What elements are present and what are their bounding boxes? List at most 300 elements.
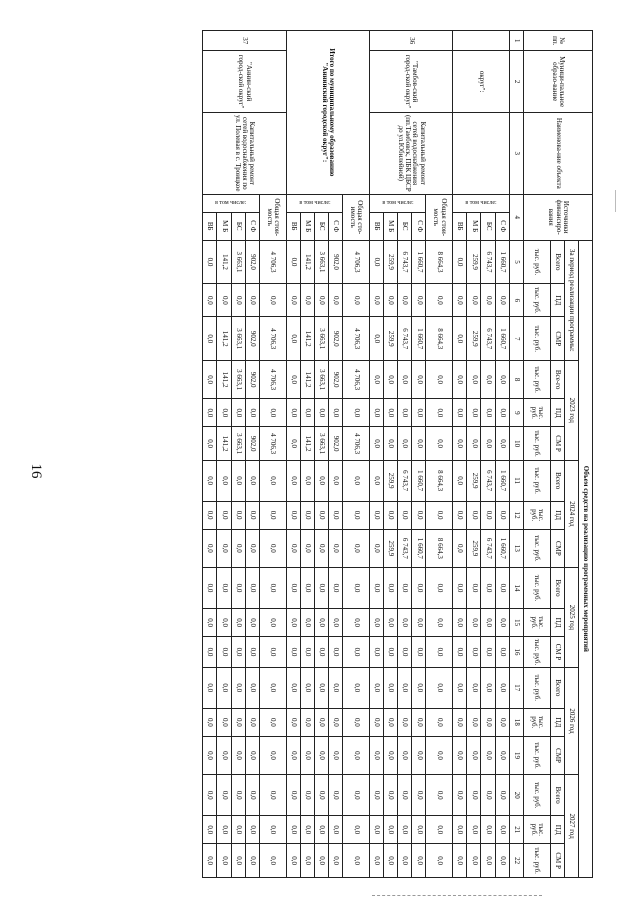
header-subcol: Всего [550,568,564,609]
value-cell: 0,0 [426,427,453,460]
source-cell: С Ф [245,212,259,240]
value-cell: 0,0 [453,637,467,668]
value-cell: 0,0 [343,775,370,816]
value-cell: 6 743,7 [481,240,495,283]
value-cell: 0,0 [286,816,300,844]
column-number: 8 [509,360,523,398]
value-cell: 0,0 [384,844,398,878]
unit-cell: тыс. руб. [523,609,550,637]
value-cell: 0,0 [245,460,259,501]
value-cell: 0,0 [369,568,383,609]
value-cell: 0,0 [426,360,453,398]
value-cell: 8 664,3 [426,240,453,283]
value-cell: 259,9 [467,529,481,567]
value-cell: 0,0 [203,736,217,774]
value-cell: 0,0 [286,708,300,736]
value-cell: 3 663,1 [314,317,328,360]
header-subcol: Всего [550,460,564,501]
value-cell: 8 664,3 [426,529,453,567]
value-cell: 3 663,1 [314,360,328,398]
value-cell: 1 660,7 [495,460,509,501]
value-cell: 0,0 [245,844,259,878]
value-cell: 0,0 [495,284,509,317]
value-cell: 0,0 [231,284,245,317]
value-cell: 0,0 [231,399,245,427]
value-cell: 0,0 [217,399,231,427]
value-cell: 0,0 [203,360,217,398]
value-cell: 0,0 [495,775,509,816]
value-cell: 0,0 [495,708,509,736]
value-cell: 0,0 [398,399,412,427]
value-cell: 0,0 [467,667,481,708]
value-cell: 0,0 [343,529,370,567]
column-number: 16 [509,637,523,668]
header-row-1 [578,31,592,878]
value-cell: 0,0 [495,816,509,844]
value-cell: 0,0 [203,240,217,283]
value-cell: 0,0 [384,284,398,317]
value-cell: 0,0 [467,568,481,609]
value-cell: 0,0 [481,568,495,609]
value-cell: 902,0 [329,427,343,460]
value-cell: 0,0 [245,284,259,317]
value-cell: 902,0 [245,317,259,360]
column-number: 2 [509,51,523,112]
unit-cell: тыс. руб. [523,529,550,567]
value-cell: 0,0 [384,775,398,816]
value-cell: 0,0 [495,501,509,529]
value-cell: 902,0 [329,317,343,360]
value-cell: 0,0 [314,667,328,708]
value-cell: 0,0 [300,399,314,427]
value-cell: 0,0 [245,708,259,736]
source-cell: М Б [300,212,314,240]
value-cell: 0,0 [412,399,426,427]
value-cell: 0,0 [329,775,343,816]
column-number: 14 [509,568,523,609]
value-cell: 0,0 [217,637,231,668]
value-cell: 0,0 [481,609,495,637]
value-cell: 0,0 [369,360,383,398]
value-cell: 1 660,7 [412,460,426,501]
value-cell: 0,0 [300,816,314,844]
value-cell: 0,0 [329,816,343,844]
value-cell: 0,0 [217,460,231,501]
value-cell: 0,0 [329,284,343,317]
value-cell: 0,0 [343,637,370,668]
header-subcol: СМР [550,317,564,360]
value-cell: 4 706,3 [259,317,286,360]
value-cell: 0,0 [426,667,453,708]
value-cell: 4 706,3 [259,240,286,283]
value-cell: 0,0 [286,667,300,708]
value-cell: 0,0 [329,501,343,529]
incl-label: в том числе: [453,194,510,212]
value-cell: 0,0 [343,460,370,501]
value-cell: 0,0 [426,816,453,844]
value-cell: 0,0 [300,637,314,668]
value-cell: 0,0 [286,529,300,567]
value-cell: 0,0 [453,501,467,529]
value-cell: 0,0 [384,609,398,637]
value-cell: 4 706,3 [343,240,370,283]
value-cell: 0,0 [329,667,343,708]
value-cell: 902,0 [329,240,343,283]
value-cell: 0,0 [467,775,481,816]
header-subcol: Всего [550,775,564,816]
value-cell: 0,0 [384,568,398,609]
value-cell: 0,0 [398,609,412,637]
value-cell: 0,0 [286,736,300,774]
source-cell: ВБ [203,212,217,240]
value-cell: 0,0 [412,637,426,668]
value-cell: 0,0 [286,609,300,637]
value-cell: 0,0 [217,501,231,529]
value-cell: 0,0 [398,775,412,816]
value-cell: 6 743,7 [398,317,412,360]
unit-cell: тыс. руб. [523,240,550,283]
value-cell: 3 663,1 [231,427,245,460]
header-year: 2026 год [564,667,578,774]
value-cell: 0,0 [453,460,467,501]
source-cell: ВБ [369,212,383,240]
total-cost-label: Общая сто-имость [343,194,370,240]
program-funding-table [202,30,593,878]
value-cell: 0,0 [329,637,343,668]
unit-cell: тыс. руб. [523,427,550,460]
source-cell: ВБ [286,212,300,240]
source-cell: С Ф [495,212,509,240]
value-cell: 0,0 [398,637,412,668]
value-cell: 0,0 [231,460,245,501]
value-cell: 0,0 [426,708,453,736]
value-cell: 0,0 [412,501,426,529]
value-cell: 0,0 [203,816,217,844]
value-cell: 8 664,3 [426,460,453,501]
header-col-object: Наименова-ние объекта [523,112,592,194]
value-cell: 0,0 [412,609,426,637]
value-cell: 0,0 [259,637,286,668]
value-cell: 0,0 [217,708,231,736]
column-number-row [509,31,523,878]
value-cell: 0,0 [384,360,398,398]
value-cell: 0,0 [203,460,217,501]
value-cell: 0,0 [453,736,467,774]
value-cell: 0,0 [286,284,300,317]
value-cell: 0,0 [495,399,509,427]
header-subcol: СМ Р [550,637,564,668]
value-cell: 0,0 [398,816,412,844]
value-cell: 0,0 [453,816,467,844]
value-cell: 0,0 [369,637,383,668]
column-number: 6 [509,284,523,317]
value-cell: 0,0 [481,844,495,878]
value-cell: 1 660,7 [412,317,426,360]
value-cell: 0,0 [398,844,412,878]
value-cell: 0,0 [314,708,328,736]
value-cell: 0,0 [231,708,245,736]
scan-edge-mark [615,190,616,212]
header-year: 2027 год [564,775,578,878]
value-cell: 141,2 [300,317,314,360]
unit-cell: тыс. руб. [523,667,550,708]
value-cell: 0,0 [314,844,328,878]
value-cell: 0,0 [300,501,314,529]
value-cell: 0,0 [426,501,453,529]
value-cell: 0,0 [495,736,509,774]
value-cell: 0,0 [231,736,245,774]
value-cell: 0,0 [259,501,286,529]
value-cell: 0,0 [369,667,383,708]
value-cell: 0,0 [453,529,467,567]
value-cell: 259,9 [467,240,481,283]
municipality-cell: "Тамбов-ский город-ской округ" [369,51,452,112]
value-cell: 0,0 [203,399,217,427]
value-cell: 0,0 [453,360,467,398]
value-cell: 141,2 [300,427,314,460]
value-cell: 0,0 [245,399,259,427]
value-cell: 0,0 [384,708,398,736]
source-cell: М Б [384,212,398,240]
incl-label: в том числе: [203,194,260,212]
source-cell: М Б [467,212,481,240]
header-subcol: ПД [550,501,564,529]
continuation-row [495,31,509,878]
value-cell: 6 743,7 [481,529,495,567]
value-cell: 0,0 [426,844,453,878]
value-cell: 0,0 [412,816,426,844]
source-cell: С Ф [329,212,343,240]
value-cell: 0,0 [467,501,481,529]
column-number: 7 [509,317,523,360]
value-cell: 0,0 [217,844,231,878]
value-cell: 0,0 [286,399,300,427]
header-funding-title: Объем средств на реализацию программных мероприятий [578,240,592,877]
value-cell: 0,0 [369,844,383,878]
value-cell: 6 743,7 [481,317,495,360]
value-cell: 0,0 [329,736,343,774]
value-cell: 0,0 [426,609,453,637]
unit-cell: тыс. руб. [523,844,550,878]
value-cell: 0,0 [426,736,453,774]
value-cell: 0,0 [467,708,481,736]
value-cell: 0,0 [343,609,370,637]
value-cell: 0,0 [231,775,245,816]
value-cell: 0,0 [245,775,259,816]
value-cell: 0,0 [300,284,314,317]
value-cell: 0,0 [286,775,300,816]
value-cell: 0,0 [203,667,217,708]
header-subcol: ПД [550,609,564,637]
incl-label: в том числе: [369,194,426,212]
value-cell: 6 743,7 [481,460,495,501]
unit-cell: тыс. руб. [523,816,550,844]
value-cell: 3 663,1 [314,240,328,283]
value-cell: 0,0 [286,501,300,529]
value-cell: 902,0 [245,360,259,398]
value-cell: 0,0 [259,667,286,708]
itogo-total-row [343,31,370,878]
unit-cell: тыс. руб. [523,460,550,501]
value-cell: 0,0 [300,667,314,708]
unit-cell: тыс. руб. [523,637,550,668]
municipality-cell: округ": [453,51,510,112]
value-cell: 0,0 [398,501,412,529]
value-cell: 0,0 [495,609,509,637]
unit-cell: тыс. руб. [523,568,550,609]
value-cell: 0,0 [286,637,300,668]
column-number: 12 [509,501,523,529]
value-cell: 1 660,7 [412,529,426,567]
value-cell: 0,0 [384,736,398,774]
value-cell: 0,0 [217,284,231,317]
value-cell: 0,0 [300,736,314,774]
value-cell: 0,0 [300,708,314,736]
value-cell: 0,0 [300,460,314,501]
value-cell: 141,2 [217,427,231,460]
value-cell: 1 660,7 [495,529,509,567]
value-cell: 0,0 [259,736,286,774]
object-number: 37 [203,31,287,51]
value-cell: 0,0 [369,736,383,774]
value-cell: 0,0 [259,568,286,609]
value-cell: 0,0 [412,844,426,878]
value-cell: 259,9 [467,317,481,360]
object-name: Капитальный ремонт сетей водоснабжения по ул. Полевая в с. Троицкое [203,112,287,194]
value-cell: 0,0 [217,529,231,567]
value-cell: 0,0 [231,667,245,708]
value-cell: 0,0 [426,775,453,816]
value-cell: 141,2 [300,240,314,283]
unit-cell: тыс. руб. [523,708,550,736]
value-cell: 0,0 [245,637,259,668]
value-cell: 0,0 [259,844,286,878]
header-col-num: № пп. [523,31,592,51]
object-number: 36 [369,31,452,51]
value-cell: 0,0 [384,816,398,844]
value-cell: 0,0 [203,427,217,460]
value-cell: 0,0 [259,609,286,637]
value-cell: 0,0 [329,844,343,878]
value-cell: 0,0 [314,284,328,317]
value-cell: 0,0 [329,529,343,567]
value-cell: 0,0 [369,529,383,567]
value-cell: 0,0 [245,609,259,637]
column-number: 3 [509,112,523,194]
value-cell: 0,0 [467,399,481,427]
value-cell: 0,0 [398,284,412,317]
header-year: 2025 год [564,568,578,668]
value-cell: 0,0 [259,529,286,567]
value-cell: 0,0 [286,240,300,283]
value-cell: 3 663,1 [231,240,245,283]
column-number: 10 [509,427,523,460]
value-cell: 0,0 [203,529,217,567]
unit-cell: тыс. руб. [523,775,550,816]
value-cell: 0,0 [369,460,383,501]
source-cell: БС [314,212,328,240]
column-number: 21 [509,816,523,844]
value-cell: 0,0 [369,240,383,283]
value-cell: 0,0 [343,667,370,708]
column-number: 5 [509,240,523,283]
value-cell: 0,0 [412,736,426,774]
value-cell: 0,0 [314,637,328,668]
value-cell: 0,0 [481,816,495,844]
value-cell: 0,0 [314,529,328,567]
value-cell: 0,0 [343,399,370,427]
value-cell: 0,0 [329,609,343,637]
value-cell: 0,0 [259,775,286,816]
value-cell: 0,0 [343,816,370,844]
obj37-total-row [259,31,286,878]
value-cell: 0,0 [467,427,481,460]
unit-cell: тыс. руб. [523,284,550,317]
source-cell: БС [481,212,495,240]
value-cell: 0,0 [481,360,495,398]
header-subcol: ПД [550,399,564,427]
value-cell: 0,0 [286,427,300,460]
value-cell: 0,0 [398,708,412,736]
value-cell: 0,0 [453,399,467,427]
header-col-municipality: Муници-пальное образо-вание [523,51,592,112]
value-cell: 0,0 [426,568,453,609]
value-cell: 0,0 [481,284,495,317]
header-subcol: Всего [550,667,564,708]
value-cell: 0,0 [217,667,231,708]
value-cell: 0,0 [412,775,426,816]
header-year: 2023 год [564,360,578,460]
value-cell: 4 706,3 [343,317,370,360]
column-number: 19 [509,736,523,774]
value-cell: 0,0 [453,317,467,360]
source-cell: М Б [217,212,231,240]
empty-cell [453,112,510,194]
value-cell: 0,0 [314,568,328,609]
value-cell: 0,0 [343,501,370,529]
value-cell: 902,0 [329,360,343,398]
value-cell: 0,0 [286,317,300,360]
value-cell: 0,0 [384,501,398,529]
value-cell: 0,0 [203,317,217,360]
value-cell: 4 706,3 [343,427,370,460]
value-cell: 3 663,1 [231,360,245,398]
unit-cell: тыс. руб. [523,360,550,398]
value-cell: 0,0 [203,637,217,668]
value-cell: 0,0 [231,609,245,637]
value-cell: 0,0 [369,317,383,360]
source-cell: БС [231,212,245,240]
value-cell: 0,0 [467,816,481,844]
value-cell: 0,0 [343,844,370,878]
value-cell: 0,0 [300,844,314,878]
value-cell: 0,0 [314,816,328,844]
value-cell: 259,9 [467,460,481,501]
header-subcol: Всего [550,240,564,283]
value-cell: 0,0 [467,844,481,878]
value-cell: 0,0 [467,637,481,668]
value-cell: 0,0 [259,284,286,317]
value-cell: 0,0 [329,399,343,427]
value-cell: 0,0 [426,284,453,317]
value-cell: 0,0 [300,529,314,567]
value-cell: 259,9 [384,529,398,567]
column-number: 17 [509,667,523,708]
value-cell: 0,0 [314,736,328,774]
itogo-label: Итого по муниципальному образованию "Аннинский городской округ": [286,31,369,195]
value-cell: 6 743,7 [398,460,412,501]
rotated-table-container [202,30,593,878]
